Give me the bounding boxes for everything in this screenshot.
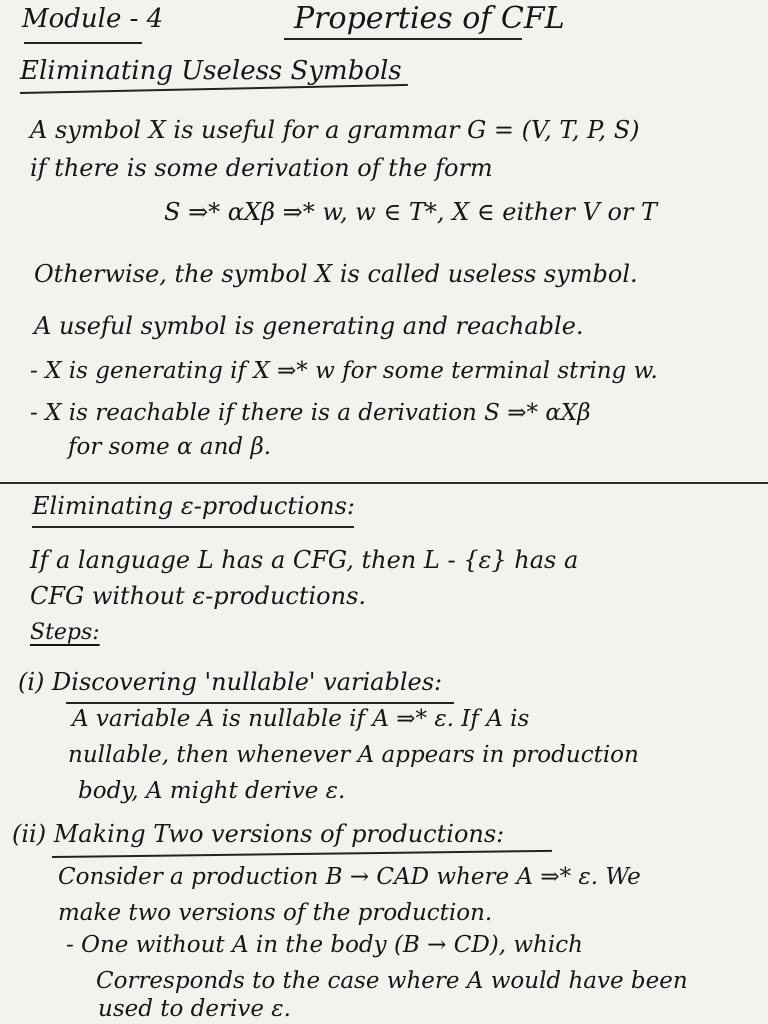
title-underline <box>284 38 522 40</box>
text-line: Consider a production B → CAD where A ⇒* ε. We <box>58 864 641 890</box>
step2-underline <box>52 850 552 858</box>
text-line: A useful symbol is generating and reachable. <box>34 312 584 340</box>
formula-line: S ⇒* αXβ ⇒* w, w ∈ T*, X ∈ either V or T <box>164 198 658 226</box>
section-heading-useless: Eliminating Useless Symbols <box>20 56 402 86</box>
module-underline <box>24 42 142 44</box>
step1-title: (i) Discovering 'nullable' variables: <box>18 668 443 696</box>
section-divider <box>0 482 768 484</box>
section-heading-epsilon: Eliminating ε-productions: <box>32 492 356 520</box>
page-title: Properties of CFL <box>294 1 565 36</box>
text-line: Otherwise, the symbol X is called useless symbol. <box>34 260 638 288</box>
text-line: if there is some derivation of the form <box>30 154 493 182</box>
module-label: Module - 4 <box>22 4 164 34</box>
text-line: used to derive ε. <box>98 996 291 1022</box>
steps-label: Steps: <box>30 620 100 645</box>
text-line: nullable, then whenever A appears in production <box>68 742 639 768</box>
bullet-line: - X is reachable if there is a derivation S ⇒* αXβ <box>30 400 591 426</box>
text-line: If a language L has a CFG, then L - {ε} has a <box>30 546 579 574</box>
text-line: A symbol X is useful for a grammar G = (V, T, P, S) <box>30 116 640 144</box>
step2-title: (ii) Making Two versions of productions: <box>12 820 505 848</box>
text-line: for some α and β. <box>68 434 272 460</box>
bullet-line: - One without A in the body (B → CD), which <box>66 932 583 958</box>
text-line: Corresponds to the case where A would have been <box>96 968 688 994</box>
text-line: body, A might derive ε. <box>78 778 346 804</box>
text-line: A variable A is nullable if A ⇒* ε. If A is <box>72 706 530 732</box>
bullet-line: - X is generating if X ⇒* w for some terminal string w. <box>30 358 658 384</box>
section-heading-underline <box>32 526 354 528</box>
text-line: CFG without ε-productions. <box>30 582 367 610</box>
step1-underline <box>66 702 454 704</box>
text-line: make two versions of the production. <box>58 900 493 926</box>
